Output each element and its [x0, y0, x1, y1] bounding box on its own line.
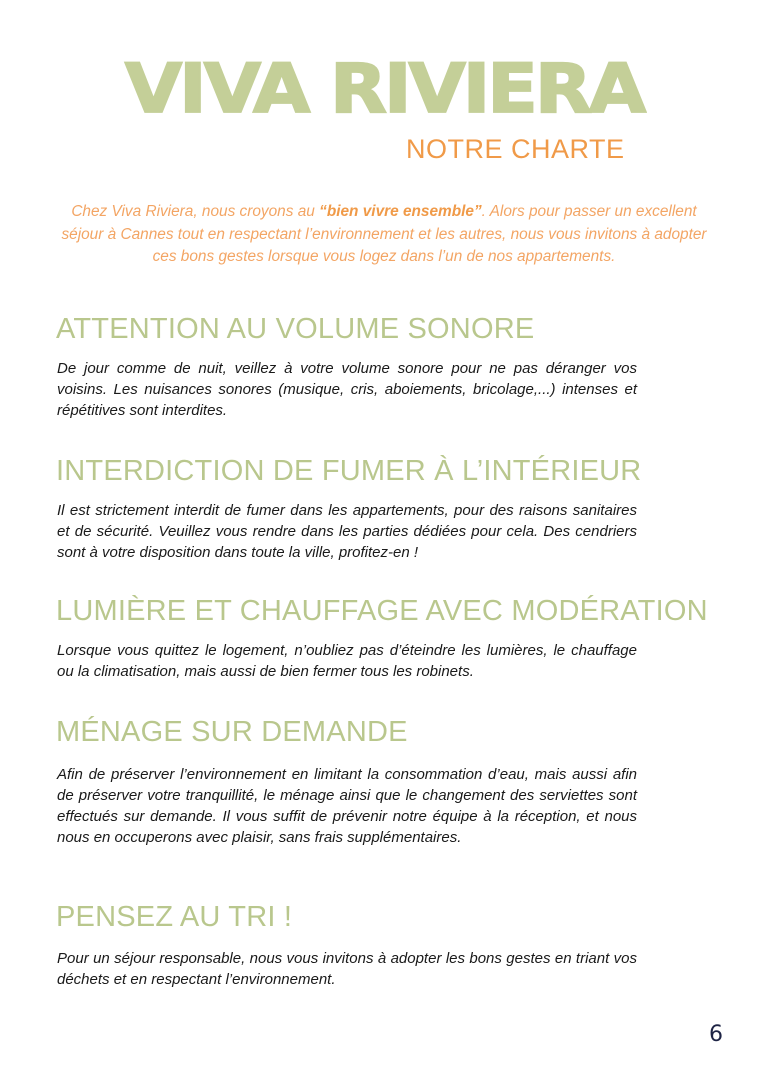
section-text-volume: De jour comme de nuit, veillez à votre volume sonore pour ne pas déranger vos voisins. Les nuisances sonores (musique, cris, aboiements, bricolage,...) intenses et répétitives sont interdites.: [57, 360, 637, 419]
section-text-energy: Lorsque vous quittez le logement, n’oubliez pas d’éteindre les lumières, le chauffage ou la climatisation, mais aussi de bien fermer tous les robinets.: [57, 642, 637, 680]
intro-paragraph: [58, 201, 710, 269]
section-text-cleaning: Afin de préserver l’environnement en limitant la consommation d’eau, mais aussi afin de préserver votre tranquillité, le ménage ainsi que le changement des serviettes sont effectués sur demande. Il vous suffit de prévenir notre équipe à la réception, et nous nous en occuperons avec plaisir, sans frais supplémentaires.: [57, 766, 637, 846]
brand-title: VIVA RIVIERA: [124, 49, 644, 129]
section-text-recycling: Pour un séjour responsable, nous vous invitons à adopter les bons gestes en triant vos déchets et en respectant l’environnement.: [57, 950, 637, 988]
section-text-smoking: Il est strictement interdit de fumer dans les appartements, pour des raisons sanitaires et de sécurité. Veuillez vous rendre dans les parties dédiées pour cela. Des cendriers sont à votre disposition dans toute la ville, profitez-en !: [57, 502, 637, 561]
page-subtitle: NOTRE CHARTE: [406, 134, 625, 164]
section-title-cleaning: MÉNAGE SUR DEMANDE: [56, 716, 408, 748]
intro-text-start: Chez Viva Riviera, nous croyons au: [71, 203, 320, 220]
page-number: 6: [709, 1022, 723, 1047]
section-title-volume: ATTENTION AU VOLUME SONORE: [56, 313, 535, 345]
section-title-recycling: PENSEZ AU TRI !: [56, 901, 293, 933]
intro-text-end: . Alors pour passer un excellent séjour à Cannes tout en respectant l’environnement et les autres, nous vous invitons à adopter ces bons gestes lorsque vous logez dans l’un de nos appartements.: [61, 203, 707, 265]
section-title-energy: LUMIÈRE ET CHAUFFAGE AVEC MODÉRATION: [56, 595, 708, 627]
intro-highlight: “bien vivre ensemble”: [319, 203, 482, 220]
section-title-smoking: INTERDICTION DE FUMER À L’INTÉRIEUR: [56, 455, 642, 487]
